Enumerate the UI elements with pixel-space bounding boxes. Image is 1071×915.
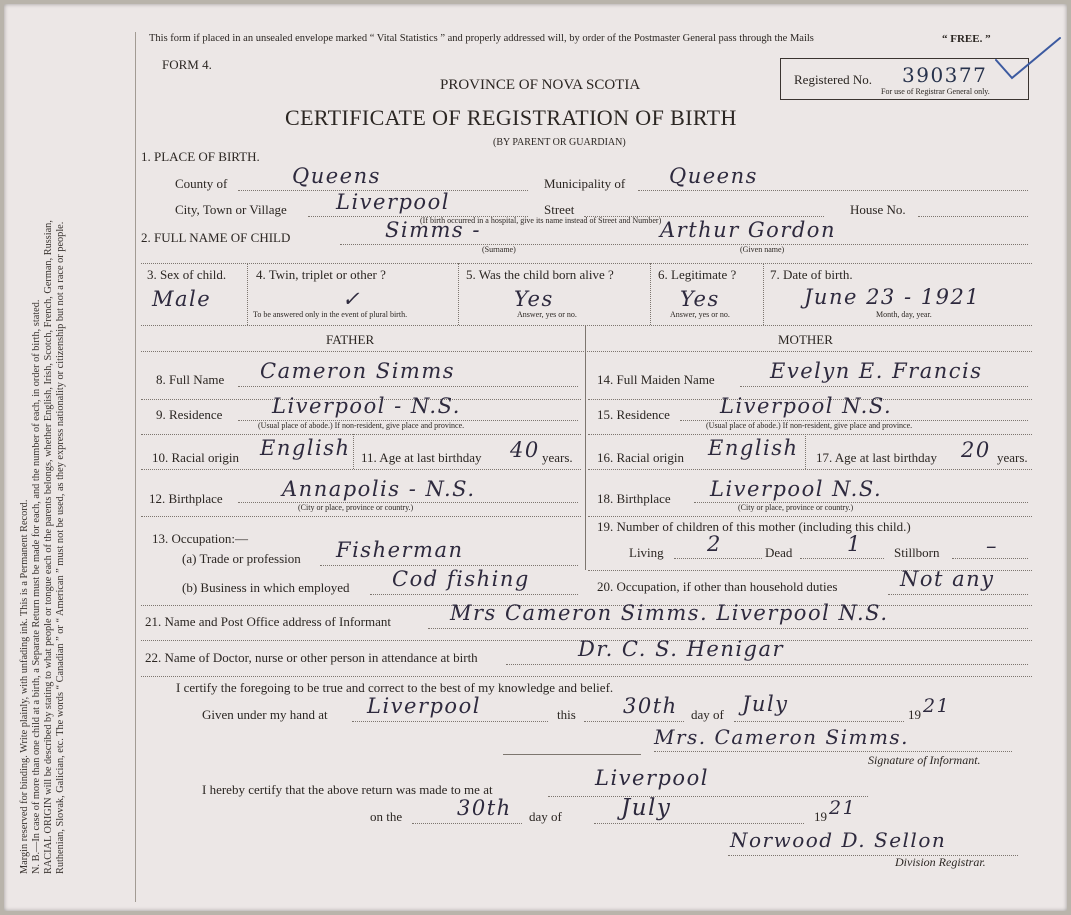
form-number: FORM 4.: [162, 57, 212, 72]
father-name-value: Cameron Simms: [260, 359, 456, 383]
county-label: County of: [175, 176, 228, 191]
row-divider: [588, 434, 1032, 435]
municipality-value: Queens: [669, 164, 758, 188]
mother-years-label: years.: [997, 450, 1028, 465]
legitimate-value: Yes: [680, 287, 720, 311]
row-divider: [588, 516, 1032, 517]
mother-occupation-label: 20. Occupation, if other than household duties: [597, 579, 838, 594]
registrar-place-value: Liverpool: [595, 766, 709, 790]
row-divider: [588, 469, 1032, 470]
municipality-line: [638, 190, 1028, 191]
mother-race-label: 16. Racial origin: [597, 450, 685, 465]
certification-statement: I certify the foregoing to be true and correct to the best of my knowledge and belief.: [176, 680, 614, 695]
informant-signature-line: [654, 751, 1012, 752]
cell-divider: [805, 434, 806, 469]
mother-heading: MOTHER: [778, 332, 833, 347]
father-birthplace-value: Annapolis - N.S.: [282, 477, 476, 501]
registrar-day-value: 30th: [457, 796, 512, 820]
informant-label: 21. Name and Post Office address of Informant: [145, 614, 391, 629]
registrar-only-note: For use of Registrar General only.: [881, 87, 990, 96]
house-line: [918, 216, 1028, 217]
margin-note-line: RACIAL ORIGIN will be described by stating to what people or tongue each of the parents belongs, whether English, Irish, Scotch, French, German, Russian,: [43, 220, 54, 874]
twin-note: To be answered only in the event of plural birth.: [253, 310, 408, 319]
page-title: CERTIFICATE OF REGISTRATION OF BIRTH: [285, 105, 737, 130]
father-business-label: (b) Business in which employed: [182, 580, 350, 595]
cert-day-of-label: day of: [691, 707, 724, 722]
row-divider: [141, 516, 581, 517]
birth-certificate-page: [4, 4, 1067, 911]
mother-name-value: Evelyn E. Francis: [770, 359, 983, 383]
row-divider: [141, 469, 581, 470]
city-value: Liverpool: [336, 190, 450, 214]
dob-note: Month, day, year.: [876, 310, 932, 319]
row-divider: [141, 263, 1032, 264]
hospital-note: (If birth occurred in a hospital, give its name instead of Street and Number): [420, 216, 662, 225]
mother-residence-label: 15. Residence: [597, 407, 670, 422]
living-value: 2: [707, 532, 722, 556]
stillborn-line: [952, 558, 1028, 559]
mother-birthplace-value: Liverpool N.S.: [710, 477, 883, 501]
binding-margin-line: [135, 32, 136, 902]
street-label: Street: [544, 202, 575, 217]
mother-residence-value: Liverpool N.S.: [720, 394, 893, 418]
mother-age-label: 17. Age at last birthday: [816, 450, 937, 465]
father-years-label: years.: [542, 450, 573, 465]
dead-label: Dead: [765, 545, 793, 560]
place-section-title: 1. PLACE OF BIRTH.: [141, 149, 260, 164]
father-occupation-label: 13. Occupation:—: [152, 531, 249, 546]
signature-line: [503, 754, 641, 755]
registrar-day-of-label: day of: [529, 809, 562, 824]
father-name-label: 8. Full Name: [156, 372, 225, 387]
father-age-label: 11. Age at last birthday: [361, 450, 482, 465]
mail-notice: This form if placed in an unsealed envelope marked “ Vital Statistics ” and properly addressed will, by order of the Postmaster General pass through the Mails: [149, 33, 814, 44]
alive-label: 5. Was the child born alive ?: [466, 267, 614, 282]
registrar-year-prefix: 19: [814, 809, 827, 824]
registrar-year-suffix: 21: [829, 797, 857, 819]
cert-month-line: [734, 721, 904, 722]
father-trade-line: [320, 565, 578, 566]
surname-caption: (Surname): [482, 245, 516, 254]
mail-free-label: “ FREE. ”: [942, 33, 991, 45]
registrar-place-line: [548, 796, 868, 797]
mother-occupation-line: [888, 594, 1028, 595]
father-age-value: 40: [510, 438, 540, 462]
twin-value: ✓: [342, 287, 362, 311]
father-trade-label: (a) Trade or profession: [182, 551, 301, 566]
twin-label: 4. Twin, triplet or other ?: [256, 267, 386, 282]
father-birthplace-note: (City or place, province or country.): [298, 503, 414, 512]
stillborn-value: –: [986, 534, 998, 558]
row-divider: [141, 325, 1032, 326]
cert-year-prefix: 19: [908, 707, 921, 722]
father-residence-label: 9. Residence: [156, 407, 223, 422]
dob-value: June 23 - 1921: [804, 285, 981, 309]
page-subtitle: (BY PARENT OR GUARDIAN): [493, 137, 626, 148]
father-business-line: [370, 594, 578, 595]
margin-note-line: Ruthenian, Slovak, Galician, etc. The words “ Canadian ” or “ American ” must not be used, as they express nationality or citizenship but not a race or people.: [55, 221, 66, 874]
cell-divider: [247, 263, 248, 325]
father-name-line: [238, 386, 578, 387]
father-business-value: Cod fishing: [392, 567, 530, 591]
registrar-month-value: July: [621, 795, 672, 821]
sex-value: Male: [152, 287, 212, 311]
child-given-value: Arthur Gordon: [660, 218, 836, 242]
margin-note-line: Margin reserved for binding. Write plainly, with unfading ink. This is a Permanent Record.: [19, 499, 30, 874]
registrar-caption: Division Registrar.: [895, 855, 986, 869]
child-surname-value: Simms -: [385, 218, 481, 242]
mother-children-label: 19. Number of children of this mother (including this child.): [597, 519, 911, 534]
cert-day-line: [584, 721, 684, 722]
mother-name-label: 14. Full Maiden Name: [597, 372, 715, 387]
mother-birthplace-note: (City or place, province or country.): [738, 503, 854, 512]
cell-divider: [458, 263, 459, 325]
doctor-value: Dr. C. S. Henigar: [578, 637, 785, 661]
given-place-line: [352, 721, 548, 722]
father-trade-value: Fisherman: [336, 538, 464, 562]
mother-age-value: 20: [961, 438, 991, 462]
given-place-value: Liverpool: [367, 694, 481, 718]
registration-box: [780, 58, 1029, 100]
province-heading: PROVINCE OF NOVA SCOTIA: [440, 77, 641, 93]
registrar-month-line: [594, 823, 804, 824]
house-label: House No.: [850, 202, 906, 217]
informant-signature-caption: Signature of Informant.: [868, 753, 981, 767]
cert-month-value: July: [742, 692, 789, 716]
registrar-on-label: on the: [370, 809, 403, 824]
county-value: Queens: [292, 164, 381, 188]
mother-occupation-value: Not any: [900, 567, 995, 591]
father-heading: FATHER: [326, 332, 375, 347]
living-label: Living: [629, 545, 664, 560]
sex-label: 3. Sex of child.: [147, 267, 227, 282]
dead-line: [800, 558, 884, 559]
registered-label: Registered No.: [794, 72, 872, 87]
informant-value: Mrs Cameron Simms. Liverpool N.S.: [450, 601, 889, 625]
mother-name-line: [740, 386, 1028, 387]
municipality-label: Municipality of: [544, 176, 626, 191]
given-name-caption: (Given name): [740, 245, 785, 254]
registrar-statement: I hereby certify that the above return was made to me at: [202, 782, 493, 797]
cert-year-suffix: 21: [923, 695, 951, 717]
registrar-signature: Norwood D. Sellon: [730, 828, 947, 852]
father-race-value: English: [260, 436, 351, 460]
margin-instructions: [19, 49, 124, 874]
row-divider: [141, 434, 581, 435]
parents-divider: [585, 325, 586, 570]
mother-residence-note: (Usual place of abode.) If non-resident, give place and province.: [706, 421, 913, 430]
this-label: this: [557, 707, 576, 722]
informant-line: [428, 628, 1028, 629]
father-race-label: 10. Racial origin: [152, 450, 240, 465]
cert-day-value: 30th: [623, 694, 678, 718]
dead-value: 1: [847, 532, 862, 556]
legitimate-note: Answer, yes or no.: [670, 310, 730, 319]
child-name-line: [340, 244, 1028, 245]
mother-birthplace-label: 18. Birthplace: [597, 491, 671, 506]
margin-note-line: N. B.—In case of more than one child at a birth, a Separate Return must be made for each, and the number of each, in order of birth, stated.: [31, 299, 42, 874]
registrar-day-line: [412, 823, 522, 824]
given-under-hand-label: Given under my hand at: [202, 707, 328, 722]
row-divider: [141, 351, 1032, 352]
living-line: [674, 558, 762, 559]
cell-divider: [353, 434, 354, 469]
informant-signature: Mrs. Cameron Simms.: [654, 725, 910, 749]
cell-divider: [763, 263, 764, 325]
dob-label: 7. Date of birth.: [770, 267, 853, 282]
mother-race-value: English: [708, 436, 799, 460]
father-residence-note: (Usual place of abode.) If non-resident, give place and province.: [258, 421, 465, 430]
doctor-label: 22. Name of Doctor, nurse or other person in attendance at birth: [145, 650, 478, 665]
row-divider: [141, 676, 1032, 677]
cell-divider: [650, 263, 651, 325]
father-residence-value: Liverpool - N.S.: [272, 394, 461, 418]
city-label: City, Town or Village: [175, 202, 287, 217]
check-mark-icon: [994, 34, 1064, 84]
child-name-label: 2. FULL NAME OF CHILD: [141, 230, 291, 245]
registered-number: 390377: [902, 63, 988, 87]
father-birthplace-label: 12. Birthplace: [149, 491, 223, 506]
legitimate-label: 6. Legitimate ?: [658, 267, 737, 282]
doctor-line: [506, 664, 1028, 665]
alive-note: Answer, yes or no.: [517, 310, 577, 319]
stillborn-label: Stillborn: [894, 545, 940, 560]
alive-value: Yes: [514, 287, 554, 311]
